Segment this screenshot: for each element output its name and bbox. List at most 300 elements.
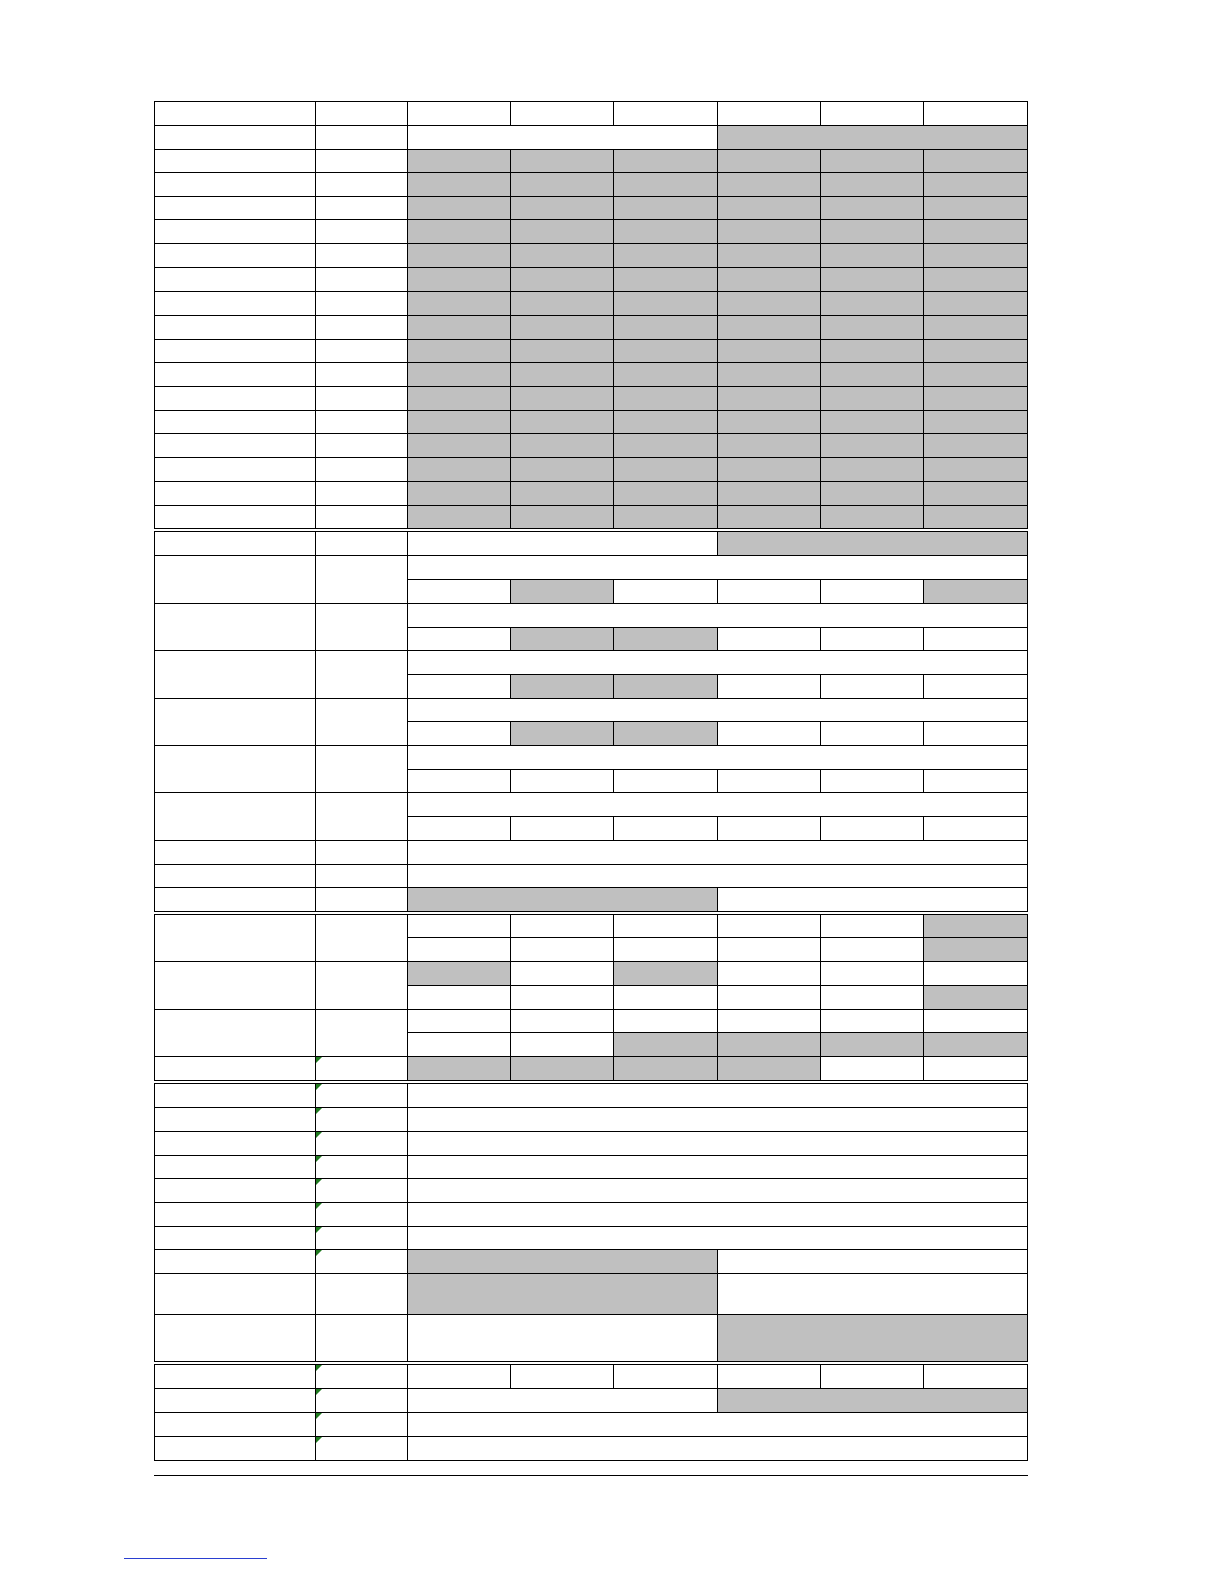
value-cell[interactable] xyxy=(613,362,718,387)
row-unit-cell[interactable] xyxy=(315,650,408,699)
value-cell[interactable] xyxy=(510,172,614,197)
value-cell[interactable] xyxy=(717,1364,821,1389)
value-cell[interactable] xyxy=(820,937,924,962)
value-cell[interactable] xyxy=(923,315,1028,340)
value-cell[interactable] xyxy=(613,196,718,220)
value-cell[interactable] xyxy=(407,961,511,986)
value-cell[interactable] xyxy=(407,433,511,458)
value-cell[interactable] xyxy=(923,101,1028,126)
row-label-cell[interactable] xyxy=(154,1388,316,1413)
value-cell[interactable] xyxy=(510,505,614,529)
row-unit-cell[interactable] xyxy=(315,1436,408,1461)
value-cell[interactable] xyxy=(407,937,511,962)
value-cell[interactable] xyxy=(407,172,511,197)
value-cell[interactable] xyxy=(820,961,924,986)
merged-value-cell[interactable] xyxy=(407,864,1028,888)
value-cell[interactable] xyxy=(407,267,511,292)
value-cell[interactable] xyxy=(510,196,614,220)
merged-value-cell[interactable] xyxy=(407,1314,718,1362)
row-unit-cell[interactable] xyxy=(315,505,408,529)
value-cell[interactable] xyxy=(613,769,718,793)
value-cell[interactable] xyxy=(717,457,821,482)
row-unit-cell[interactable] xyxy=(315,792,408,841)
value-cell[interactable] xyxy=(510,481,614,506)
row-unit-cell[interactable] xyxy=(315,1364,408,1389)
value-cell[interactable] xyxy=(407,505,511,529)
value-cell[interactable] xyxy=(510,410,614,434)
value-cell[interactable] xyxy=(923,674,1028,699)
value-cell[interactable] xyxy=(717,1032,821,1057)
row-label-cell[interactable] xyxy=(154,1226,316,1250)
value-cell[interactable] xyxy=(820,1032,924,1057)
row-label-cell[interactable] xyxy=(154,864,316,888)
value-cell[interactable] xyxy=(820,386,924,411)
value-cell[interactable] xyxy=(717,481,821,506)
row-label-cell[interactable] xyxy=(154,531,316,556)
value-cell[interactable] xyxy=(820,505,924,529)
merged-value-cell[interactable] xyxy=(407,531,718,556)
value-cell[interactable] xyxy=(613,579,718,604)
value-cell[interactable] xyxy=(717,505,821,529)
merged-value-cell[interactable] xyxy=(717,887,1028,912)
value-cell[interactable] xyxy=(407,219,511,244)
value-cell[interactable] xyxy=(613,243,718,268)
row-label-cell[interactable] xyxy=(154,410,316,434)
value-cell[interactable] xyxy=(820,457,924,482)
row-unit-cell[interactable] xyxy=(315,745,408,793)
value-cell[interactable] xyxy=(923,219,1028,244)
merged-value-cell[interactable] xyxy=(407,1178,1028,1203)
row-label-cell[interactable] xyxy=(154,1364,316,1389)
value-cell[interactable] xyxy=(510,674,614,699)
value-cell[interactable] xyxy=(820,410,924,434)
value-cell[interactable] xyxy=(510,1032,614,1057)
value-cell[interactable] xyxy=(820,579,924,604)
value-cell[interactable] xyxy=(510,433,614,458)
value-cell[interactable] xyxy=(717,219,821,244)
row-label-cell[interactable] xyxy=(154,961,316,1010)
value-cell[interactable] xyxy=(613,961,718,986)
value-cell[interactable] xyxy=(510,721,614,746)
value-cell[interactable] xyxy=(923,985,1028,1010)
merged-value-cell[interactable] xyxy=(407,1226,1028,1250)
value-cell[interactable] xyxy=(510,291,614,316)
row-unit-cell[interactable] xyxy=(315,1412,408,1437)
value-cell[interactable] xyxy=(923,961,1028,986)
merged-value-cell[interactable] xyxy=(407,555,1028,580)
value-cell[interactable] xyxy=(510,1009,614,1033)
value-cell[interactable] xyxy=(717,196,821,220)
row-label-cell[interactable] xyxy=(154,433,316,458)
row-unit-cell[interactable] xyxy=(315,1009,408,1057)
merged-value-cell[interactable] xyxy=(717,1249,1028,1274)
value-cell[interactable] xyxy=(820,433,924,458)
row-label-cell[interactable] xyxy=(154,457,316,482)
value-cell[interactable] xyxy=(407,914,511,938)
value-cell[interactable] xyxy=(613,339,718,363)
value-cell[interactable] xyxy=(717,172,821,197)
row-label-cell[interactable] xyxy=(154,481,316,506)
value-cell[interactable] xyxy=(820,674,924,699)
value-cell[interactable] xyxy=(717,1009,821,1033)
merged-value-cell[interactable] xyxy=(407,125,718,150)
value-cell[interactable] xyxy=(613,481,718,506)
value-cell[interactable] xyxy=(923,914,1028,938)
merged-value-cell[interactable] xyxy=(717,1388,1028,1413)
row-unit-cell[interactable] xyxy=(315,698,408,746)
value-cell[interactable] xyxy=(717,721,821,746)
value-cell[interactable] xyxy=(923,386,1028,411)
row-unit-cell[interactable] xyxy=(315,1273,408,1315)
merged-value-cell[interactable] xyxy=(407,1131,1028,1156)
value-cell[interactable] xyxy=(407,627,511,651)
value-cell[interactable] xyxy=(717,985,821,1010)
merged-value-cell[interactable] xyxy=(407,1273,718,1315)
value-cell[interactable] xyxy=(820,985,924,1010)
value-cell[interactable] xyxy=(613,291,718,316)
value-cell[interactable] xyxy=(923,1364,1028,1389)
row-label-cell[interactable] xyxy=(154,291,316,316)
comment-indicator-icon[interactable] xyxy=(316,1250,322,1256)
comment-indicator-icon[interactable] xyxy=(316,1227,322,1233)
value-cell[interactable] xyxy=(407,769,511,793)
value-cell[interactable] xyxy=(613,937,718,962)
row-unit-cell[interactable] xyxy=(315,481,408,506)
value-cell[interactable] xyxy=(510,267,614,292)
merged-value-cell[interactable] xyxy=(717,125,1028,150)
row-label-cell[interactable] xyxy=(154,914,316,962)
value-cell[interactable] xyxy=(613,386,718,411)
row-label-cell[interactable] xyxy=(154,196,316,220)
value-cell[interactable] xyxy=(613,149,718,173)
comment-indicator-icon[interactable] xyxy=(316,1389,322,1395)
value-cell[interactable] xyxy=(923,457,1028,482)
value-cell[interactable] xyxy=(613,101,718,126)
row-unit-cell[interactable] xyxy=(315,410,408,434)
row-unit-cell[interactable] xyxy=(315,1249,408,1274)
value-cell[interactable] xyxy=(717,243,821,268)
value-cell[interactable] xyxy=(613,627,718,651)
value-cell[interactable] xyxy=(407,579,511,604)
row-unit-cell[interactable] xyxy=(315,1056,408,1081)
value-cell[interactable] xyxy=(820,1056,924,1081)
value-cell[interactable] xyxy=(613,816,718,841)
row-label-cell[interactable] xyxy=(154,1107,316,1132)
value-cell[interactable] xyxy=(923,291,1028,316)
value-cell[interactable] xyxy=(820,315,924,340)
merged-value-cell[interactable] xyxy=(407,698,1028,722)
value-cell[interactable] xyxy=(717,101,821,126)
value-cell[interactable] xyxy=(407,101,511,126)
value-cell[interactable] xyxy=(510,914,614,938)
row-unit-cell[interactable] xyxy=(315,864,408,888)
comment-indicator-icon[interactable] xyxy=(316,1057,322,1063)
row-label-cell[interactable] xyxy=(154,1412,316,1437)
value-cell[interactable] xyxy=(510,386,614,411)
row-unit-cell[interactable] xyxy=(315,1314,408,1362)
value-cell[interactable] xyxy=(820,481,924,506)
row-label-cell[interactable] xyxy=(154,172,316,197)
row-label-cell[interactable] xyxy=(154,219,316,244)
merged-value-cell[interactable] xyxy=(407,745,1028,770)
row-label-cell[interactable] xyxy=(154,1436,316,1461)
comment-indicator-icon[interactable] xyxy=(316,1156,322,1162)
row-unit-cell[interactable] xyxy=(315,555,408,604)
value-cell[interactable] xyxy=(717,433,821,458)
value-cell[interactable] xyxy=(717,315,821,340)
row-unit-cell[interactable] xyxy=(315,101,408,126)
value-cell[interactable] xyxy=(407,721,511,746)
value-cell[interactable] xyxy=(510,1364,614,1389)
row-label-cell[interactable] xyxy=(154,267,316,292)
value-cell[interactable] xyxy=(923,505,1028,529)
row-label-cell[interactable] xyxy=(154,555,316,604)
value-cell[interactable] xyxy=(407,1056,511,1081)
row-unit-cell[interactable] xyxy=(315,1388,408,1413)
value-cell[interactable] xyxy=(820,769,924,793)
value-cell[interactable] xyxy=(923,769,1028,793)
merged-value-cell[interactable] xyxy=(407,603,1028,628)
value-cell[interactable] xyxy=(613,1364,718,1389)
row-unit-cell[interactable] xyxy=(315,531,408,556)
value-cell[interactable] xyxy=(820,816,924,841)
row-unit-cell[interactable] xyxy=(315,603,408,651)
value-cell[interactable] xyxy=(407,362,511,387)
value-cell[interactable] xyxy=(407,291,511,316)
value-cell[interactable] xyxy=(510,1056,614,1081)
value-cell[interactable] xyxy=(717,627,821,651)
row-label-cell[interactable] xyxy=(154,505,316,529)
value-cell[interactable] xyxy=(820,362,924,387)
row-unit-cell[interactable] xyxy=(315,172,408,197)
value-cell[interactable] xyxy=(407,985,511,1010)
row-label-cell[interactable] xyxy=(154,1202,316,1227)
value-cell[interactable] xyxy=(923,721,1028,746)
value-cell[interactable] xyxy=(510,457,614,482)
row-label-cell[interactable] xyxy=(154,1178,316,1203)
comment-indicator-icon[interactable] xyxy=(316,1437,322,1443)
row-unit-cell[interactable] xyxy=(315,125,408,150)
value-cell[interactable] xyxy=(613,721,718,746)
value-cell[interactable] xyxy=(820,721,924,746)
value-cell[interactable] xyxy=(407,457,511,482)
value-cell[interactable] xyxy=(510,985,614,1010)
value-cell[interactable] xyxy=(820,101,924,126)
value-cell[interactable] xyxy=(923,339,1028,363)
row-unit-cell[interactable] xyxy=(315,362,408,387)
value-cell[interactable] xyxy=(510,961,614,986)
row-label-cell[interactable] xyxy=(154,650,316,699)
row-label-cell[interactable] xyxy=(154,698,316,746)
value-cell[interactable] xyxy=(717,339,821,363)
row-label-cell[interactable] xyxy=(154,887,316,912)
value-cell[interactable] xyxy=(613,505,718,529)
row-unit-cell[interactable] xyxy=(315,196,408,220)
value-cell[interactable] xyxy=(510,219,614,244)
row-label-cell[interactable] xyxy=(154,1155,316,1179)
merged-value-cell[interactable] xyxy=(717,531,1028,556)
value-cell[interactable] xyxy=(820,627,924,651)
comment-indicator-icon[interactable] xyxy=(316,1132,322,1138)
merged-value-cell[interactable] xyxy=(407,792,1028,817)
value-cell[interactable] xyxy=(923,433,1028,458)
row-unit-cell[interactable] xyxy=(315,1178,408,1203)
row-unit-cell[interactable] xyxy=(315,267,408,292)
row-unit-cell[interactable] xyxy=(315,1226,408,1250)
value-cell[interactable] xyxy=(510,243,614,268)
value-cell[interactable] xyxy=(613,433,718,458)
value-cell[interactable] xyxy=(820,914,924,938)
merged-value-cell[interactable] xyxy=(407,1202,1028,1227)
value-cell[interactable] xyxy=(407,243,511,268)
value-cell[interactable] xyxy=(717,386,821,411)
value-cell[interactable] xyxy=(923,816,1028,841)
value-cell[interactable] xyxy=(510,149,614,173)
value-cell[interactable] xyxy=(820,149,924,173)
row-label-cell[interactable] xyxy=(154,243,316,268)
row-label-cell[interactable] xyxy=(154,101,316,126)
row-unit-cell[interactable] xyxy=(315,887,408,912)
row-unit-cell[interactable] xyxy=(315,339,408,363)
row-label-cell[interactable] xyxy=(154,1009,316,1057)
row-label-cell[interactable] xyxy=(154,792,316,841)
value-cell[interactable] xyxy=(510,937,614,962)
row-unit-cell[interactable] xyxy=(315,433,408,458)
value-cell[interactable] xyxy=(510,315,614,340)
merged-value-cell[interactable] xyxy=(407,887,718,912)
row-label-cell[interactable] xyxy=(154,745,316,793)
value-cell[interactable] xyxy=(923,1032,1028,1057)
value-cell[interactable] xyxy=(717,914,821,938)
comment-indicator-icon[interactable] xyxy=(316,1084,322,1090)
merged-value-cell[interactable] xyxy=(407,650,1028,675)
value-cell[interactable] xyxy=(613,172,718,197)
row-unit-cell[interactable] xyxy=(315,219,408,244)
value-cell[interactable] xyxy=(613,410,718,434)
row-unit-cell[interactable] xyxy=(315,243,408,268)
comment-indicator-icon[interactable] xyxy=(316,1179,322,1185)
value-cell[interactable] xyxy=(717,267,821,292)
value-cell[interactable] xyxy=(613,1009,718,1033)
comment-indicator-icon[interactable] xyxy=(316,1413,322,1419)
value-cell[interactable] xyxy=(717,410,821,434)
value-cell[interactable] xyxy=(820,1364,924,1389)
value-cell[interactable] xyxy=(820,196,924,220)
row-label-cell[interactable] xyxy=(154,1056,316,1081)
row-label-cell[interactable] xyxy=(154,1131,316,1156)
value-cell[interactable] xyxy=(717,674,821,699)
comment-indicator-icon[interactable] xyxy=(316,1203,322,1209)
value-cell[interactable] xyxy=(820,339,924,363)
row-unit-cell[interactable] xyxy=(315,961,408,1010)
row-unit-cell[interactable] xyxy=(315,1131,408,1156)
footer-link-underline[interactable] xyxy=(124,1558,267,1559)
value-cell[interactable] xyxy=(613,985,718,1010)
value-cell[interactable] xyxy=(923,627,1028,651)
value-cell[interactable] xyxy=(923,267,1028,292)
value-cell[interactable] xyxy=(613,1032,718,1057)
value-cell[interactable] xyxy=(613,219,718,244)
comment-indicator-icon[interactable] xyxy=(316,1108,322,1114)
value-cell[interactable] xyxy=(820,219,924,244)
value-cell[interactable] xyxy=(407,315,511,340)
row-label-cell[interactable] xyxy=(154,603,316,651)
value-cell[interactable] xyxy=(407,386,511,411)
row-unit-cell[interactable] xyxy=(315,149,408,173)
value-cell[interactable] xyxy=(407,1364,511,1389)
value-cell[interactable] xyxy=(717,1056,821,1081)
merged-value-cell[interactable] xyxy=(407,1412,1028,1437)
row-label-cell[interactable] xyxy=(154,125,316,150)
value-cell[interactable] xyxy=(613,674,718,699)
row-label-cell[interactable] xyxy=(154,840,316,865)
value-cell[interactable] xyxy=(407,410,511,434)
value-cell[interactable] xyxy=(407,816,511,841)
value-cell[interactable] xyxy=(407,1032,511,1057)
value-cell[interactable] xyxy=(510,579,614,604)
row-unit-cell[interactable] xyxy=(315,386,408,411)
row-label-cell[interactable] xyxy=(154,386,316,411)
value-cell[interactable] xyxy=(923,937,1028,962)
value-cell[interactable] xyxy=(717,362,821,387)
value-cell[interactable] xyxy=(820,172,924,197)
merged-value-cell[interactable] xyxy=(407,1107,1028,1132)
row-label-cell[interactable] xyxy=(154,1273,316,1315)
value-cell[interactable] xyxy=(717,961,821,986)
value-cell[interactable] xyxy=(407,1009,511,1033)
value-cell[interactable] xyxy=(717,769,821,793)
value-cell[interactable] xyxy=(820,267,924,292)
row-unit-cell[interactable] xyxy=(315,1202,408,1227)
value-cell[interactable] xyxy=(613,315,718,340)
value-cell[interactable] xyxy=(923,1056,1028,1081)
row-unit-cell[interactable] xyxy=(315,914,408,962)
merged-value-cell[interactable] xyxy=(407,1083,1028,1108)
value-cell[interactable] xyxy=(510,101,614,126)
value-cell[interactable] xyxy=(613,914,718,938)
value-cell[interactable] xyxy=(923,410,1028,434)
merged-value-cell[interactable] xyxy=(407,1388,718,1413)
value-cell[interactable] xyxy=(717,816,821,841)
value-cell[interactable] xyxy=(820,243,924,268)
value-cell[interactable] xyxy=(407,339,511,363)
value-cell[interactable] xyxy=(820,1009,924,1033)
value-cell[interactable] xyxy=(820,291,924,316)
value-cell[interactable] xyxy=(717,291,821,316)
value-cell[interactable] xyxy=(510,816,614,841)
value-cell[interactable] xyxy=(613,1056,718,1081)
value-cell[interactable] xyxy=(407,674,511,699)
row-label-cell[interactable] xyxy=(154,1314,316,1362)
row-unit-cell[interactable] xyxy=(315,315,408,340)
row-label-cell[interactable] xyxy=(154,1083,316,1108)
value-cell[interactable] xyxy=(717,579,821,604)
row-label-cell[interactable] xyxy=(154,1249,316,1274)
value-cell[interactable] xyxy=(923,579,1028,604)
merged-value-cell[interactable] xyxy=(717,1314,1028,1362)
value-cell[interactable] xyxy=(510,362,614,387)
row-unit-cell[interactable] xyxy=(315,457,408,482)
row-unit-cell[interactable] xyxy=(315,840,408,865)
row-label-cell[interactable] xyxy=(154,149,316,173)
value-cell[interactable] xyxy=(407,149,511,173)
comment-indicator-icon[interactable] xyxy=(316,1365,322,1371)
merged-value-cell[interactable] xyxy=(407,1155,1028,1179)
row-label-cell[interactable] xyxy=(154,339,316,363)
value-cell[interactable] xyxy=(923,1009,1028,1033)
merged-value-cell[interactable] xyxy=(407,840,1028,865)
value-cell[interactable] xyxy=(923,149,1028,173)
